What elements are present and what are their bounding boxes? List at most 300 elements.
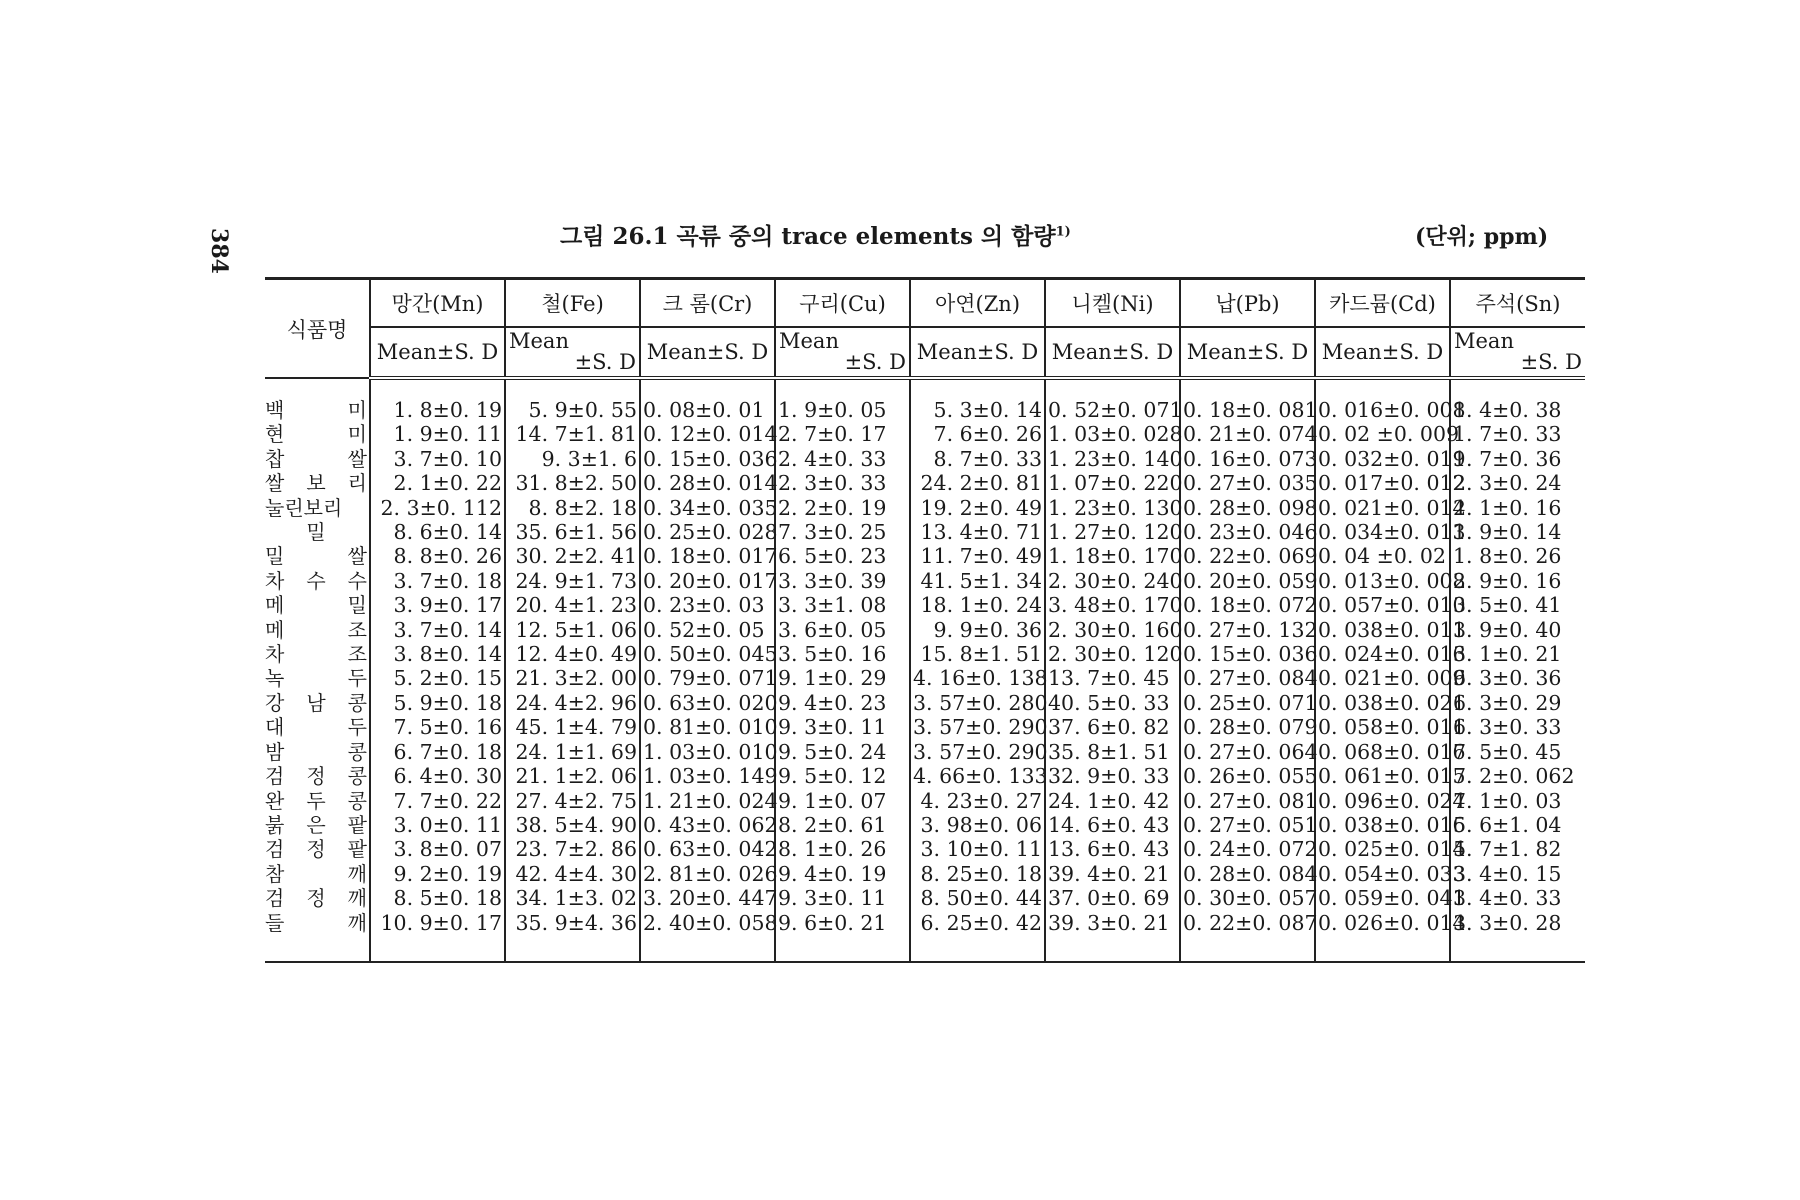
value-cell: 6. 25±0. 42 — [910, 911, 1045, 961]
value-cell: 3. 8±0. 14 — [370, 642, 505, 666]
value-cell: 1. 9±0. 05 — [775, 398, 910, 422]
value-cell: 8. 25±0. 18 — [910, 862, 1045, 886]
table-row — [265, 740, 1585, 764]
table-row — [265, 789, 1585, 813]
value-cell: 2. 30±0. 120 — [1045, 642, 1180, 666]
food-name-char: 콩 — [347, 788, 367, 813]
value-cell: 8. 5±0. 18 — [370, 886, 505, 910]
value-cell: 0. 016±0. 008 — [1315, 398, 1450, 422]
food-name-char: 완 — [265, 788, 285, 813]
value-cell: 8. 7±0. 33 — [910, 447, 1045, 471]
value-cell: 41. 5±1. 34 — [910, 569, 1045, 593]
food-name-char: 쌀 — [347, 544, 367, 569]
header-element: 철(Fe) — [505, 279, 640, 328]
value-cell: 0. 22±0. 087 — [1180, 911, 1315, 961]
value-cell: 0. 28±0. 079 — [1180, 715, 1315, 739]
value-cell: 0. 52±0. 05 — [640, 618, 775, 642]
table-bottom-rule — [265, 961, 1585, 963]
value-cell: 0. 061±0. 015 — [1315, 764, 1450, 788]
header-stat-mean: Mean — [779, 329, 839, 353]
value-cell: 0. 18±0. 072 — [1180, 593, 1315, 617]
value-cell: 5. 9±0. 18 — [370, 691, 505, 715]
value-cell: 3. 4±0. 33 — [1450, 886, 1585, 910]
value-cell: 6. 5±0. 23 — [775, 544, 910, 568]
value-cell: 0. 017±0. 012 — [1315, 471, 1450, 495]
value-cell: 2. 81±0. 026 — [640, 862, 775, 886]
table-title — [560, 218, 1071, 251]
food-name-char: 밀 — [347, 593, 367, 618]
header-stat: Mean±S. D — [370, 327, 505, 378]
title-footnote-marker: 1) — [1055, 224, 1071, 240]
value-cell: 8. 1±0. 26 — [775, 837, 910, 861]
food-name-cell — [265, 666, 369, 690]
value-cell: 5. 7±1. 82 — [1450, 837, 1585, 861]
value-cell: 34. 1±3. 02 — [505, 886, 640, 910]
food-name-char: 콩 — [347, 764, 367, 789]
header-stat: Mean±S. D — [910, 327, 1045, 378]
value-cell: 32. 9±0. 33 — [1045, 764, 1180, 788]
table-row — [265, 691, 1585, 715]
value-cell: 0. 038±0. 016 — [1315, 813, 1450, 837]
spacer-cell — [1180, 378, 1315, 398]
value-cell: 1. 8±0. 26 — [1450, 544, 1585, 568]
value-cell: 0. 27±0. 064 — [1180, 740, 1315, 764]
value-cell: 7. 1±0. 03 — [1450, 789, 1585, 813]
value-cell: 3. 5±0. 16 — [775, 642, 910, 666]
food-name-char: 깨 — [347, 886, 367, 911]
value-cell: 24. 2±0. 81 — [910, 471, 1045, 495]
value-cell: 11. 7±0. 49 — [910, 544, 1045, 568]
food-name-char: 백 — [265, 398, 285, 422]
food-name-char: 리 — [347, 471, 367, 496]
value-cell: 39. 3±0. 21 — [1045, 911, 1180, 961]
table-row — [265, 398, 1585, 422]
food-name-char: 강 — [265, 690, 285, 715]
food-name-char: 검 — [265, 886, 285, 911]
value-cell: 13. 6±0. 43 — [1045, 837, 1180, 861]
value-cell: 0. 026±0. 014 — [1315, 911, 1450, 961]
value-cell: 1. 21±0. 024 — [640, 789, 775, 813]
value-cell: 3. 48±0. 170 — [1045, 593, 1180, 617]
value-cell: 1. 18±0. 170 — [1045, 544, 1180, 568]
header-stat-sd: ±S. D — [844, 350, 906, 374]
table-row — [265, 422, 1585, 446]
food-name-char: 은 — [306, 812, 326, 837]
value-cell: 9. 3±0. 11 — [775, 886, 910, 910]
value-cell: 2. 40±0. 058 — [640, 911, 775, 961]
trace-elements-table — [265, 277, 1585, 961]
value-cell: 2. 2±0. 19 — [775, 496, 910, 520]
value-cell: 3. 3±0. 39 — [775, 569, 910, 593]
value-cell: 1. 03±0. 010 — [640, 740, 775, 764]
value-cell: 45. 1±4. 79 — [505, 715, 640, 739]
food-name-cell — [265, 618, 369, 642]
value-cell: 14. 7±1. 81 — [505, 422, 640, 446]
value-cell: 2. 1±0. 16 — [1450, 496, 1585, 520]
food-name-cell — [265, 398, 369, 422]
value-cell: 1. 4±0. 38 — [1450, 398, 1585, 422]
value-cell: 37. 6±0. 82 — [1045, 715, 1180, 739]
value-cell: 0. 28±0. 014 — [640, 471, 775, 495]
value-cell: 1. 07±0. 220 — [1045, 471, 1180, 495]
value-cell: 21. 1±2. 06 — [505, 764, 640, 788]
food-name-cell — [265, 911, 369, 961]
food-name-char: 메 — [265, 617, 285, 642]
value-cell: 8. 8±0. 26 — [370, 544, 505, 568]
value-cell: 35. 8±1. 51 — [1045, 740, 1180, 764]
value-cell: 1. 03±0. 149 — [640, 764, 775, 788]
value-cell: 0. 63±0. 042 — [640, 837, 775, 861]
value-cell: 0. 27±0. 051 — [1180, 813, 1315, 837]
value-cell: 24. 4±2. 96 — [505, 691, 640, 715]
value-cell: 35. 9±4. 36 — [505, 911, 640, 961]
value-cell: 8. 2±0. 61 — [775, 813, 910, 837]
food-name-char: 조 — [347, 642, 367, 667]
header-element: 망간(Mn) — [370, 279, 505, 328]
value-cell: 39. 4±0. 21 — [1045, 862, 1180, 886]
food-name-char: 붉 — [265, 812, 285, 837]
value-cell: 1. 03±0. 028 — [1045, 422, 1180, 446]
value-cell: 3. 57±0. 290 — [910, 715, 1045, 739]
value-cell: 0. 18±0. 081 — [1180, 398, 1315, 422]
food-name-char: 밤 — [265, 739, 285, 764]
value-cell: 7. 5±0. 16 — [370, 715, 505, 739]
food-name-char: 깨 — [347, 861, 367, 886]
table-row — [265, 471, 1585, 495]
value-cell: 9. 1±0. 29 — [775, 666, 910, 690]
value-cell: 0. 038±0. 011 — [1315, 618, 1450, 642]
value-cell: 2. 3±0. 112 — [370, 496, 505, 520]
value-cell: 31. 8±2. 50 — [505, 471, 640, 495]
value-cell: 6. 4±0. 30 — [370, 764, 505, 788]
table-row — [265, 642, 1585, 666]
header-row-elements — [265, 279, 1585, 328]
header-stat: Mean±S. D — [1315, 327, 1450, 378]
food-name-cell — [265, 789, 369, 813]
value-cell: 20. 4±1. 23 — [505, 593, 640, 617]
value-cell: 2. 30±0. 160 — [1045, 618, 1180, 642]
value-cell: 0. 79±0. 071 — [640, 666, 775, 690]
food-name-char: 보 — [306, 471, 326, 496]
food-name-char: 팥 — [347, 837, 367, 862]
header-stat-sd: ±S. D — [574, 350, 636, 374]
table-row — [265, 862, 1585, 886]
value-cell: 27. 4±2. 75 — [505, 789, 640, 813]
value-cell: 12. 5±1. 06 — [505, 618, 640, 642]
spacer-cell — [1045, 378, 1180, 398]
value-cell: 9. 4±0. 23 — [775, 691, 910, 715]
value-cell: 0. 038±0. 021 — [1315, 691, 1450, 715]
value-cell: 4. 66±0. 133 — [910, 764, 1045, 788]
header-food-name: 식품명 — [265, 279, 370, 379]
value-cell: 0. 04 ±0. 02 — [1315, 544, 1450, 568]
value-cell: 9. 2±0. 19 — [370, 862, 505, 886]
value-cell: 0. 50±0. 045 — [640, 642, 775, 666]
value-cell: 30. 2±2. 41 — [505, 544, 640, 568]
value-cell: 0. 34±0. 035 — [640, 496, 775, 520]
value-cell: 3. 9±0. 17 — [370, 593, 505, 617]
value-cell: 6. 7±0. 18 — [370, 740, 505, 764]
value-cell: 0. 25±0. 028 — [640, 520, 775, 544]
value-cell: 0. 068±0. 016 — [1315, 740, 1450, 764]
food-name-char: 밀 — [265, 544, 285, 569]
value-cell: 3. 7±0. 10 — [370, 447, 505, 471]
value-cell: 0. 30±0. 057 — [1180, 886, 1315, 910]
value-cell: 9. 5±0. 24 — [775, 740, 910, 764]
value-cell: 0. 25±0. 071 — [1180, 691, 1315, 715]
food-name-cell — [265, 862, 369, 886]
value-cell: 3. 3±0. 28 — [1450, 911, 1585, 961]
value-cell: 7. 3±0. 25 — [775, 520, 910, 544]
food-name-char: 콩 — [347, 690, 367, 715]
header-stat-split — [505, 327, 640, 378]
value-cell: 0. 20±0. 059 — [1180, 569, 1315, 593]
food-name-char: 쌀 — [265, 471, 285, 496]
value-cell: 1. 9±0. 11 — [370, 422, 505, 446]
food-name-char: 깨 — [347, 910, 367, 935]
food-name-char: 미 — [347, 422, 367, 447]
food-name-char: 쌀 — [347, 446, 367, 471]
value-cell: 0. 18±0. 017 — [640, 544, 775, 568]
food-name-char: 수 — [306, 568, 326, 593]
value-cell: 1. 7±0. 36 — [1450, 447, 1585, 471]
value-cell: 1. 23±0. 130 — [1045, 496, 1180, 520]
value-cell: 9. 5±0. 12 — [775, 764, 910, 788]
food-name-char: 미 — [347, 398, 367, 422]
food-name-char: 들 — [265, 910, 285, 935]
food-name-cell — [265, 715, 369, 739]
header-stat-mean: Mean — [1454, 329, 1514, 353]
food-name-cell — [265, 691, 369, 715]
value-cell: 0. 057±0. 010 — [1315, 593, 1450, 617]
value-cell: 3. 57±0. 280 — [910, 691, 1045, 715]
food-name-cell — [265, 520, 369, 544]
value-cell: 1. 9±0. 14 — [1450, 520, 1585, 544]
value-cell: 3. 6±0. 05 — [775, 618, 910, 642]
value-cell: 5. 9±0. 55 — [505, 398, 640, 422]
value-cell: 2. 3±0. 24 — [1450, 471, 1585, 495]
value-cell: 3. 3±1. 08 — [775, 593, 910, 617]
page-number: 384 — [205, 228, 232, 274]
spacer-cell — [775, 378, 910, 398]
food-name-char: 두 — [347, 666, 367, 691]
value-cell: 0. 27±0. 084 — [1180, 666, 1315, 690]
food-name-char: 메 — [265, 593, 285, 618]
value-cell: 9. 3±0. 11 — [775, 715, 910, 739]
header-element: 크 롬(Cr) — [640, 279, 775, 328]
food-name-cell — [265, 496, 369, 520]
value-cell: 35. 6±1. 56 — [505, 520, 640, 544]
spacer-cell — [505, 378, 640, 398]
value-cell: 19. 2±0. 49 — [910, 496, 1045, 520]
value-cell: 2. 3±0. 33 — [775, 471, 910, 495]
value-cell: 15. 8±1. 51 — [910, 642, 1045, 666]
value-cell: 8. 8±2. 18 — [505, 496, 640, 520]
value-cell: 0. 28±0. 084 — [1180, 862, 1315, 886]
food-name-char: 현 — [265, 422, 285, 447]
value-cell: 23. 7±2. 86 — [505, 837, 640, 861]
table-row — [265, 837, 1585, 861]
food-name-cell — [265, 593, 369, 617]
food-name-char: 대 — [265, 715, 285, 740]
value-cell: 0. 52±0. 071 — [1045, 398, 1180, 422]
value-cell: 5. 3±0. 14 — [910, 398, 1045, 422]
food-name-char: 수 — [347, 568, 367, 593]
value-cell: 18. 1±0. 24 — [910, 593, 1045, 617]
value-cell: 0. 23±0. 046 — [1180, 520, 1315, 544]
table-row — [265, 813, 1585, 837]
food-name-char: 눌린보리 — [265, 495, 343, 520]
value-cell: 0. 24±0. 072 — [1180, 837, 1315, 861]
value-cell: 8. 50±0. 44 — [910, 886, 1045, 910]
food-name-char: 조 — [347, 617, 367, 642]
food-name-cell — [265, 471, 369, 495]
value-cell: 2. 9±0. 16 — [1450, 569, 1585, 593]
value-cell: 5. 6±1. 04 — [1450, 813, 1585, 837]
food-name-cell — [265, 764, 369, 788]
value-cell: 0. 15±0. 036 — [640, 447, 775, 471]
value-cell: 4. 16±0. 138 — [910, 666, 1045, 690]
food-name-char: 검 — [265, 764, 285, 789]
value-cell: 9. 1±0. 07 — [775, 789, 910, 813]
value-cell: 3. 10±0. 11 — [910, 837, 1045, 861]
food-name-cell — [265, 642, 369, 666]
value-cell: 38. 5±4. 90 — [505, 813, 640, 837]
value-cell: 0. 024±0. 016 — [1315, 642, 1450, 666]
food-name-char: 차 — [265, 642, 285, 667]
table-body — [265, 378, 1585, 961]
value-cell: 9. 6±0. 21 — [775, 911, 910, 961]
value-cell: 12. 4±0. 49 — [505, 642, 640, 666]
table-row — [265, 911, 1585, 961]
value-cell: 0. 20±0. 017 — [640, 569, 775, 593]
value-cell: 0. 16±0. 073 — [1180, 447, 1315, 471]
food-name-char: 검 — [265, 837, 285, 862]
value-cell: 13. 4±0. 71 — [910, 520, 1045, 544]
spacer-cell — [910, 378, 1045, 398]
value-cell: 1. 23±0. 140 — [1045, 447, 1180, 471]
food-name-cell — [265, 813, 369, 837]
value-cell: 0. 021±0. 009 — [1315, 666, 1450, 690]
value-cell: 0. 22±0. 069 — [1180, 544, 1315, 568]
value-cell: 0. 26±0. 055 — [1180, 764, 1315, 788]
header-stat-sd: ±S. D — [1520, 350, 1582, 374]
table-row — [265, 764, 1585, 788]
value-cell: 9. 4±0. 19 — [775, 862, 910, 886]
value-cell: 0. 63±0. 020 — [640, 691, 775, 715]
value-cell: 3. 7±0. 18 — [370, 569, 505, 593]
value-cell: 0. 43±0. 062 — [640, 813, 775, 837]
table-row — [265, 496, 1585, 520]
header-element: 납(Pb) — [1180, 279, 1315, 328]
header-element: 아연(Zn) — [910, 279, 1045, 328]
header-stat-split — [775, 327, 910, 378]
value-cell: 9. 9±0. 36 — [910, 618, 1045, 642]
value-cell: 6. 3±0. 33 — [1450, 715, 1585, 739]
value-cell: 2. 30±0. 240 — [1045, 569, 1180, 593]
value-cell: 2. 1±0. 22 — [370, 471, 505, 495]
value-cell: 6. 3±0. 36 — [1450, 666, 1585, 690]
spacer-cell — [265, 379, 369, 397]
trace-elements-table-container — [265, 277, 1585, 963]
table-row — [265, 544, 1585, 568]
table-title-text: 그림 26.1 곡류 중의 trace elements 의 함량 — [560, 223, 1056, 250]
value-cell: 9. 3±1. 6 — [505, 447, 640, 471]
unit-label: (단위; ppm) — [1415, 224, 1549, 250]
food-name-char: 정 — [306, 764, 326, 789]
spacer-cell — [1315, 378, 1450, 398]
value-cell: 42. 4±4. 30 — [505, 862, 640, 886]
spacer-row — [265, 378, 1585, 398]
value-cell: 3. 9±0. 40 — [1450, 618, 1585, 642]
food-name-char: 녹 — [265, 666, 285, 691]
food-name-char: 두 — [306, 788, 326, 813]
value-cell: 0. 021±0. 014 — [1315, 496, 1450, 520]
value-cell: 1. 27±0. 120 — [1045, 520, 1180, 544]
food-name-char: 정 — [306, 837, 326, 862]
value-cell: 37. 0±0. 69 — [1045, 886, 1180, 910]
value-cell: 0. 27±0. 132 — [1180, 618, 1315, 642]
value-cell: 3. 7±0. 14 — [370, 618, 505, 642]
value-cell: 1. 8±0. 19 — [370, 398, 505, 422]
value-cell: 0. 15±0. 036 — [1180, 642, 1315, 666]
value-cell: 0. 08±0. 01 — [640, 398, 775, 422]
header-element: 카드뮴(Cd) — [1315, 279, 1450, 328]
value-cell: 0. 032±0. 019 — [1315, 447, 1450, 471]
value-cell: 0. 81±0. 010 — [640, 715, 775, 739]
value-cell: 4. 23±0. 27 — [910, 789, 1045, 813]
table-row — [265, 593, 1585, 617]
food-name-char: 팥 — [347, 812, 367, 837]
value-cell: 6. 3±0. 29 — [1450, 691, 1585, 715]
value-cell: 24. 1±1. 69 — [505, 740, 640, 764]
food-name-cell — [265, 544, 369, 568]
spacer-cell — [1450, 378, 1585, 398]
value-cell: 0. 059±0. 041 — [1315, 886, 1450, 910]
value-cell: 3. 57±0. 290 — [910, 740, 1045, 764]
value-cell: 0. 27±0. 081 — [1180, 789, 1315, 813]
value-cell: 21. 3±2. 00 — [505, 666, 640, 690]
spacer-cell — [640, 378, 775, 398]
value-cell: 0. 28±0. 098 — [1180, 496, 1315, 520]
value-cell: 0. 096±0. 024 — [1315, 789, 1450, 813]
value-cell: 0. 23±0. 03 — [640, 593, 775, 617]
value-cell: 0. 034±0. 013 — [1315, 520, 1450, 544]
value-cell: 0. 21±0. 074 — [1180, 422, 1315, 446]
value-cell: 3. 98±0. 06 — [910, 813, 1045, 837]
table-row — [265, 447, 1585, 471]
food-name-cell — [265, 886, 369, 910]
value-cell: 13. 7±0. 45 — [1045, 666, 1180, 690]
food-name-cell — [265, 422, 369, 446]
value-cell: 0. 02 ±0. 009 — [1315, 422, 1450, 446]
header-stat: Mean±S. D — [1180, 327, 1315, 378]
food-name-cell — [265, 740, 369, 764]
value-cell: 3. 20±0. 447 — [640, 886, 775, 910]
header-stat-split — [1450, 327, 1585, 378]
food-name-char: 두 — [347, 715, 367, 740]
value-cell: 3. 4±0. 15 — [1450, 862, 1585, 886]
food-name-char: 콩 — [347, 739, 367, 764]
value-cell: 1. 7±0. 33 — [1450, 422, 1585, 446]
table-row — [265, 618, 1585, 642]
value-cell: 7. 2±0. 062 — [1450, 764, 1585, 788]
food-name-char: 남 — [306, 690, 326, 715]
spacer-cell — [370, 378, 505, 398]
value-cell: 7. 5±0. 45 — [1450, 740, 1585, 764]
value-cell: 0. 058±0. 011 — [1315, 715, 1450, 739]
food-name-cell — [265, 569, 369, 593]
